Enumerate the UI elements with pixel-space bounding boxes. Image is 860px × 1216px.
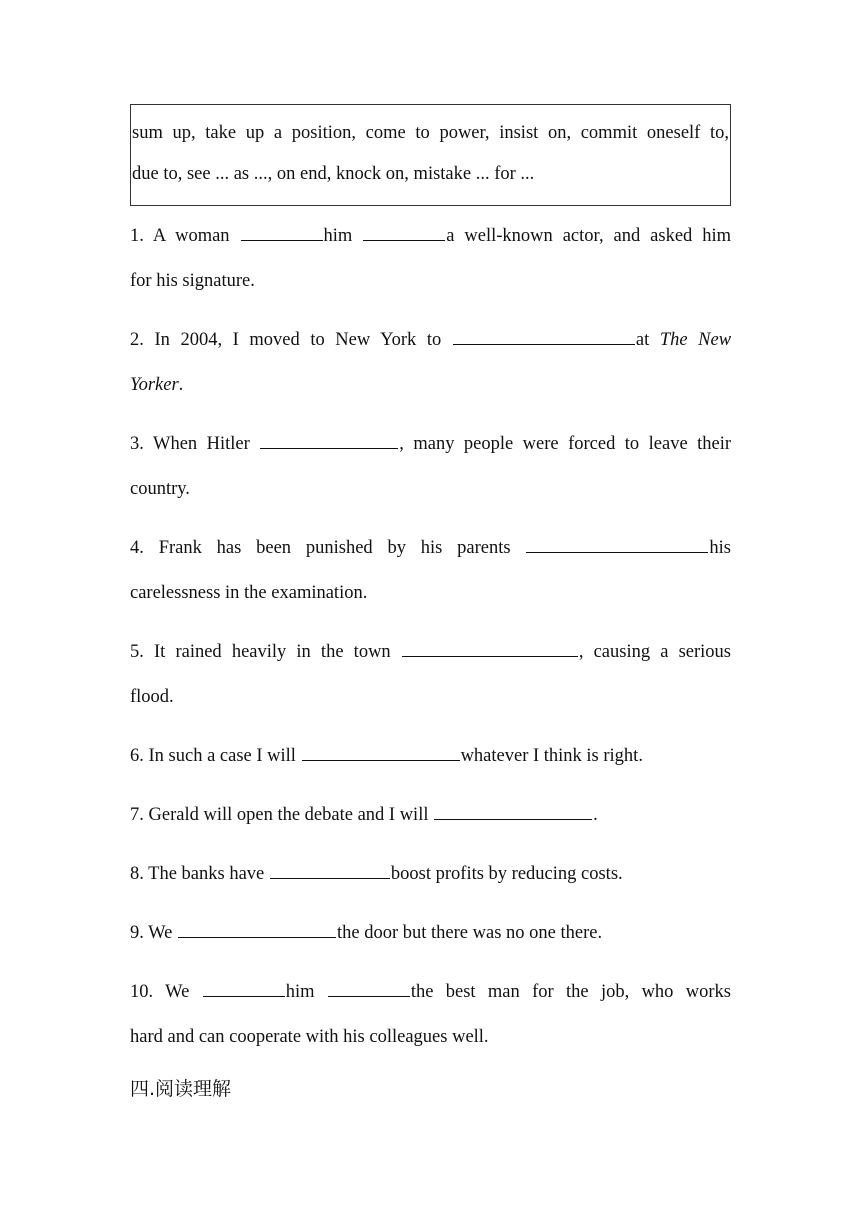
question-8: 8. The banks have boost profits by reducing costs. bbox=[130, 864, 623, 884]
answer-blank[interactable] bbox=[328, 980, 410, 997]
answer-blank[interactable] bbox=[363, 224, 445, 241]
question-4: 4. Frank has been punished by his parents his carelessness in the examination. bbox=[130, 538, 732, 603]
word-bank-line-1: sum up, take up a position, come to power, insist on, commit oneself to, bbox=[132, 123, 729, 143]
answer-blank[interactable] bbox=[203, 980, 285, 997]
answer-blank[interactable] bbox=[526, 536, 708, 553]
question-6: 6. In such a case I will whatever I think is right. bbox=[130, 746, 643, 766]
question-7: 7. Gerald will open the debate and I will . bbox=[130, 805, 598, 825]
answer-blank[interactable] bbox=[241, 224, 323, 241]
question-2: 2. In 2004, I moved to New York to at The New Yorker. bbox=[130, 330, 732, 395]
answer-blank[interactable] bbox=[302, 744, 460, 761]
section-title: 四.阅读理解 bbox=[130, 1078, 232, 1100]
answer-blank[interactable] bbox=[402, 640, 578, 657]
question-list bbox=[130, 214, 731, 1060]
answer-blank[interactable] bbox=[178, 921, 336, 938]
document-page bbox=[130, 104, 731, 1104]
answer-blank[interactable] bbox=[434, 803, 592, 820]
question-3: 3. When Hitler , many people were forced to leave their country. bbox=[130, 434, 732, 499]
answer-blank[interactable] bbox=[270, 862, 390, 879]
question-5: 5. It rained heavily in the town , causing a serious flood. bbox=[130, 642, 732, 707]
answer-blank[interactable] bbox=[453, 328, 635, 345]
word-bank-box bbox=[130, 104, 731, 206]
answer-blank[interactable] bbox=[260, 432, 398, 449]
question-1: 1. A woman him a well-known actor, and asked him for his signature. bbox=[130, 226, 732, 291]
question-10: 10. We him the best man for the job, who works hard and can cooperate with his colleagues well. bbox=[130, 982, 731, 1047]
word-bank-line-2: due to, see ... as ..., on end, knock on, mistake ... for ... bbox=[132, 164, 535, 184]
question-9: 9. We the door but there was no one there. bbox=[130, 923, 603, 943]
